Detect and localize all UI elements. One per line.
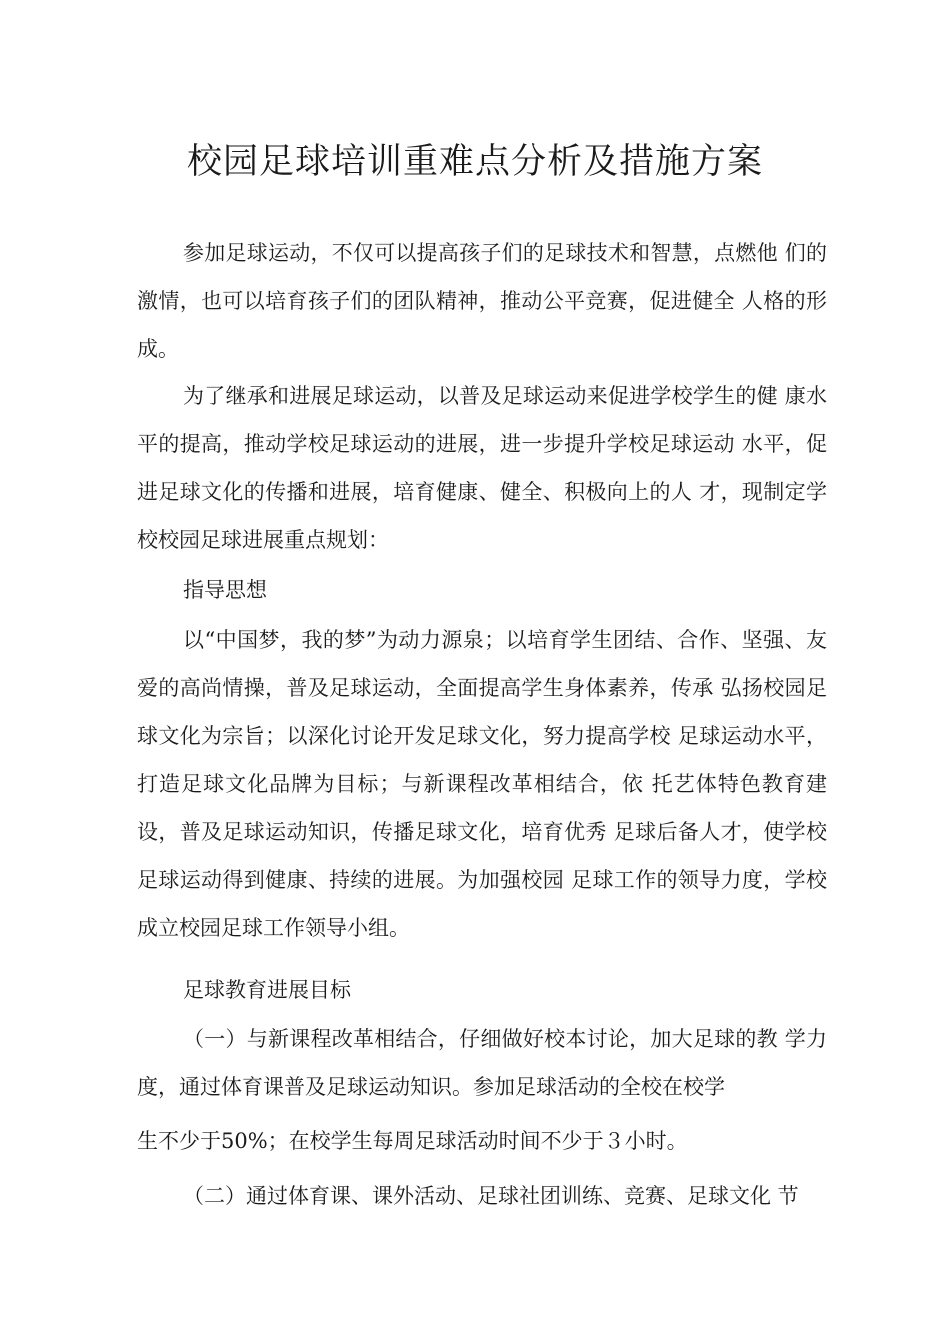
section-heading-development-goals: 足球教育进展目标 [183,978,351,1002]
paragraph-intro: 参加足球运动，不仅可以提高孩子们的足球技术和智慧，点燃他 们的激情，也可以培育孩子们的团队精神，推动公平竞赛，促进健全 人格的形成。 [137,241,827,361]
document-title: 校园足球培训重难点分析及措施方案 [186,142,763,182]
section-heading-guiding-ideology: 指导思想 [183,578,267,602]
paragraph-goal-one-continued: 生不少于50%；在校学生每周足球活动时间不少于３小时。 [137,1129,688,1153]
paragraph-goal-two: （二）通过体育课、课外活动、足球社团训练、竞赛、足球文化 节 [183,1184,799,1208]
paragraph-goal-one: （一）与新课程改革相结合，仔细做好校本讨论，加大足球的教 学力度，通过体育课普及足球运动知识。参加足球活动的全校在校学 [137,1027,827,1099]
paragraph-purpose: 为了继承和进展足球运动，以普及足球运动来促进学校学生的健 康水平的提高，推动学校足球运动的进展，进一步提升学校足球运动 水平，促进足球文化的传播和进展，培育健康、健全、积极向上的人 才，现制定学校校园足球进展重点规划： [137,384,827,552]
paragraph-guiding-ideology: 以“中国梦，我的梦”为动力源泉；以培育学生团结、合作、坚强、友爱的高尚情操，普及足球运动，全面提高学生身体素养，传承 弘扬校园足球文化为宗旨；以深化讨论开发足球文化，努力提高学校 足球运动水平，打造足球文化品牌为目标；与新课程改革相结合，依 托艺体特色教育建设，普及足球运动知识，传播足球文化，培育优秀 足球后备人才，使学校足球运动得到健康、持续的进展。为加强校园 足球工作的领导力度，学校成立校园足球工作领导小组。 [137,628,827,940]
